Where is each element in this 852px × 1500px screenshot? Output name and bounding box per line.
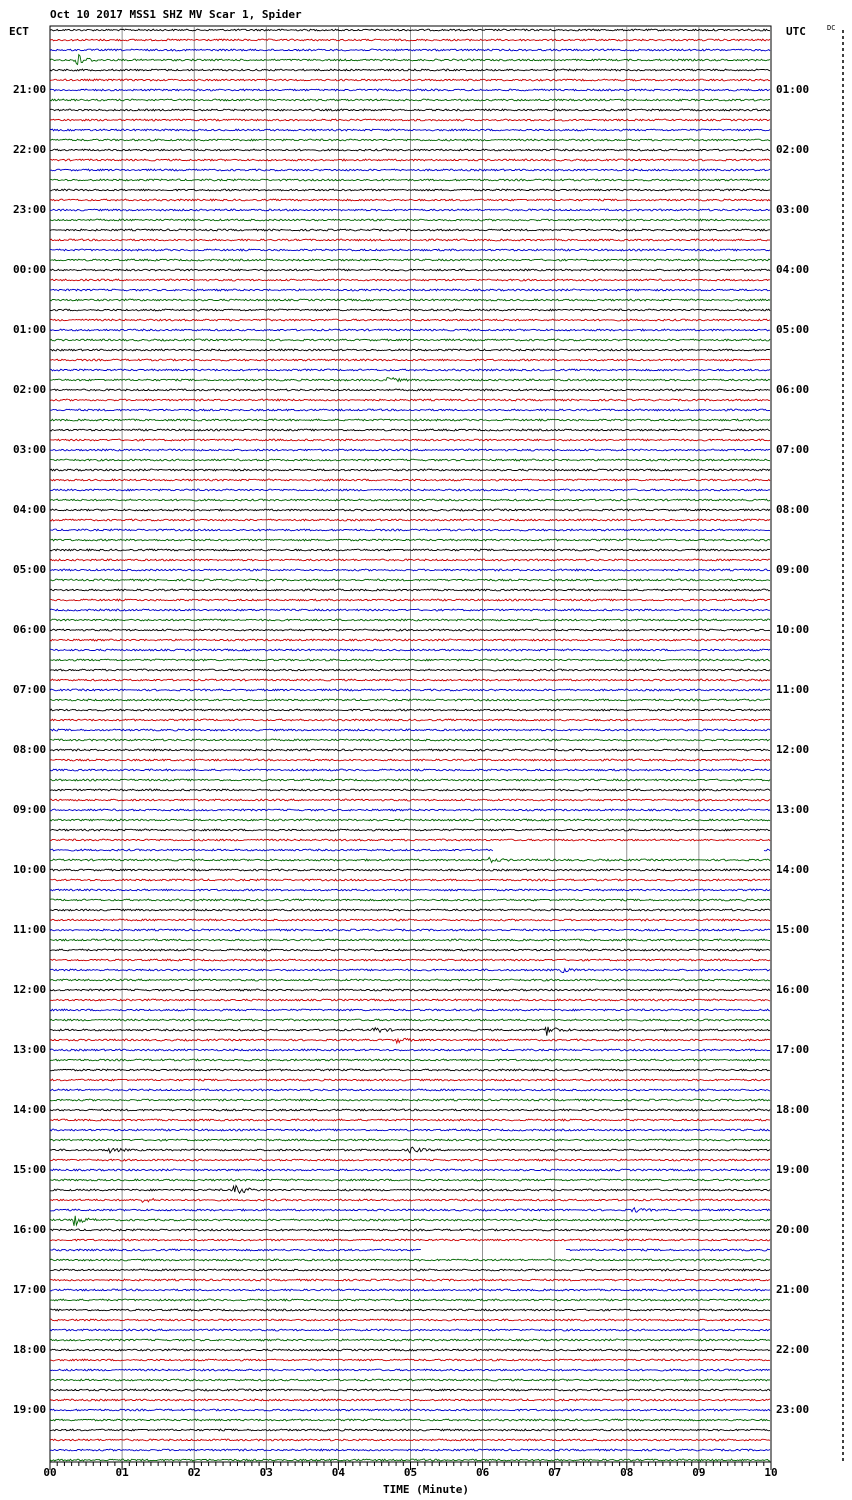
right-hour-label: 13:00 bbox=[776, 803, 810, 816]
left-hour-label: 13:00 bbox=[13, 1043, 47, 1056]
trace-5 bbox=[50, 79, 770, 81]
x-axis-label: TIME (Minute) bbox=[382, 1483, 470, 1496]
trace-42 bbox=[50, 449, 770, 451]
trace-96 bbox=[50, 989, 770, 991]
trace-98 bbox=[50, 1009, 770, 1011]
trace-35 bbox=[50, 378, 770, 382]
right-hour-label: 17:00 bbox=[776, 1043, 810, 1056]
trace-37 bbox=[50, 399, 770, 401]
dc-label: DC bbox=[827, 24, 836, 32]
trace-134 bbox=[50, 1369, 770, 1371]
trace-73 bbox=[50, 759, 770, 761]
trace-32 bbox=[50, 349, 770, 351]
right-hour-label: 03:00 bbox=[776, 203, 810, 216]
trace-122 bbox=[50, 1249, 770, 1251]
trace-13 bbox=[50, 159, 770, 161]
x-tick-label-01: 01 bbox=[115, 1466, 129, 1479]
left-timezone-label: ECT bbox=[9, 25, 29, 38]
trace-95 bbox=[50, 979, 770, 981]
trace-65 bbox=[50, 679, 770, 681]
trace-79 bbox=[50, 819, 770, 821]
trace-136 bbox=[50, 1389, 770, 1391]
right-hour-label: 18:00 bbox=[776, 1103, 810, 1116]
trace-70 bbox=[50, 729, 770, 731]
trace-67 bbox=[50, 699, 770, 701]
x-tick-label-09: 09 bbox=[692, 1466, 706, 1479]
trace-11 bbox=[50, 139, 770, 141]
trace-53 bbox=[50, 559, 770, 561]
trace-30 bbox=[50, 329, 770, 331]
trace-100 bbox=[50, 1027, 770, 1036]
left-hour-label: 23:00 bbox=[13, 203, 47, 216]
trace-112 bbox=[50, 1147, 770, 1153]
trace-131 bbox=[50, 1339, 770, 1341]
trace-24 bbox=[50, 269, 770, 271]
trace-29 bbox=[50, 319, 770, 321]
left-hour-label: 14:00 bbox=[13, 1103, 47, 1116]
trace-62 bbox=[50, 649, 770, 651]
trace-109 bbox=[50, 1119, 770, 1121]
trace-20 bbox=[50, 229, 770, 231]
trace-101 bbox=[50, 1038, 770, 1043]
trace-117 bbox=[50, 1199, 770, 1203]
trace-57 bbox=[50, 599, 770, 601]
left-hour-label: 15:00 bbox=[13, 1163, 47, 1176]
trace-34 bbox=[50, 369, 770, 371]
trace-21 bbox=[50, 239, 770, 241]
trace-6 bbox=[50, 89, 770, 91]
trace-142 bbox=[50, 1449, 770, 1451]
trace-3 bbox=[50, 55, 770, 65]
trace-80 bbox=[50, 829, 770, 831]
trace-85 bbox=[50, 879, 770, 881]
right-hour-label: 22:00 bbox=[776, 1343, 810, 1356]
trace-140 bbox=[50, 1429, 770, 1431]
trace-52 bbox=[50, 549, 770, 551]
right-hour-label: 01:00 bbox=[776, 83, 810, 96]
trace-119 bbox=[50, 1216, 770, 1226]
trace-130 bbox=[50, 1329, 770, 1331]
trace-18 bbox=[50, 209, 770, 211]
trace-128 bbox=[50, 1309, 770, 1311]
trace-97 bbox=[50, 999, 770, 1001]
trace-139 bbox=[50, 1419, 770, 1421]
left-hour-label: 10:00 bbox=[13, 863, 47, 876]
trace-0 bbox=[50, 29, 770, 31]
trace-104 bbox=[50, 1069, 770, 1071]
x-tick-label-07: 07 bbox=[548, 1466, 562, 1479]
left-hour-label: 05:00 bbox=[13, 563, 47, 576]
trace-93 bbox=[50, 959, 770, 961]
trace-114 bbox=[50, 1169, 770, 1171]
trace-133 bbox=[50, 1359, 770, 1361]
left-hour-label: 11:00 bbox=[13, 923, 47, 936]
trace-137 bbox=[50, 1399, 770, 1401]
trace-9 bbox=[50, 119, 770, 121]
left-hour-label: 04:00 bbox=[13, 503, 47, 516]
trace-143 bbox=[50, 1459, 770, 1461]
trace-94 bbox=[50, 969, 770, 973]
right-hour-label: 16:00 bbox=[776, 983, 810, 996]
trace-69 bbox=[50, 719, 770, 721]
trace-51 bbox=[50, 539, 770, 541]
trace-17 bbox=[50, 199, 770, 201]
right-hour-label: 12:00 bbox=[776, 743, 810, 756]
right-hour-label: 02:00 bbox=[776, 143, 810, 156]
trace-41 bbox=[50, 439, 770, 441]
x-tick-label-08: 08 bbox=[620, 1466, 634, 1479]
trace-115 bbox=[50, 1179, 770, 1181]
trace-77 bbox=[50, 799, 770, 801]
trace-64 bbox=[50, 669, 770, 671]
trace-78 bbox=[50, 809, 770, 811]
trace-10 bbox=[50, 129, 770, 131]
chart-title: Oct 10 2017 MSS1 SHZ MV Scar 1, Spider bbox=[50, 8, 302, 21]
x-tick-label-04: 04 bbox=[331, 1466, 346, 1479]
trace-60 bbox=[50, 629, 770, 631]
left-hour-label: 02:00 bbox=[13, 383, 47, 396]
left-hour-label: 18:00 bbox=[13, 1343, 47, 1356]
trace-45 bbox=[50, 479, 770, 481]
trace-116 bbox=[50, 1186, 770, 1194]
right-hour-label: 19:00 bbox=[776, 1163, 810, 1176]
trace-16 bbox=[50, 189, 770, 191]
x-tick-label-05: 05 bbox=[403, 1466, 418, 1479]
trace-91 bbox=[50, 939, 770, 941]
trace-113 bbox=[50, 1159, 770, 1161]
trace-49 bbox=[50, 519, 770, 521]
trace-89 bbox=[50, 919, 770, 921]
trace-4 bbox=[50, 69, 770, 71]
x-tick-label-10: 10 bbox=[764, 1466, 778, 1479]
trace-14 bbox=[50, 169, 770, 171]
trace-84 bbox=[50, 869, 770, 871]
trace-99 bbox=[50, 1019, 770, 1021]
right-hour-label: 06:00 bbox=[776, 383, 810, 396]
trace-48 bbox=[50, 509, 770, 511]
trace-111 bbox=[50, 1139, 770, 1141]
trace-135 bbox=[50, 1379, 770, 1381]
right-hour-label: 14:00 bbox=[776, 863, 810, 876]
trace-86 bbox=[50, 889, 770, 891]
trace-56 bbox=[50, 589, 770, 591]
trace-76 bbox=[50, 789, 770, 791]
right-hour-label: 05:00 bbox=[776, 323, 810, 336]
trace-43 bbox=[50, 459, 770, 461]
seismic-traces bbox=[50, 29, 770, 1461]
trace-75 bbox=[50, 779, 770, 781]
left-hour-label: 21:00 bbox=[13, 83, 47, 96]
trace-132 bbox=[50, 1349, 770, 1351]
x-tick-label-00: 00 bbox=[43, 1466, 57, 1479]
trace-81 bbox=[50, 839, 770, 841]
left-hour-label: 09:00 bbox=[13, 803, 47, 816]
trace-26 bbox=[50, 289, 770, 291]
trace-40 bbox=[50, 429, 770, 431]
right-hour-label: 23:00 bbox=[776, 1403, 810, 1416]
trace-121 bbox=[50, 1239, 770, 1241]
trace-123 bbox=[50, 1259, 770, 1261]
trace-105 bbox=[50, 1079, 770, 1081]
trace-46 bbox=[50, 489, 770, 491]
trace-106 bbox=[50, 1089, 770, 1091]
trace-124 bbox=[50, 1269, 770, 1271]
left-hour-label: 17:00 bbox=[13, 1283, 47, 1296]
left-hour-label: 12:00 bbox=[13, 983, 47, 996]
trace-58 bbox=[50, 609, 770, 611]
trace-102 bbox=[50, 1049, 770, 1051]
trace-47 bbox=[50, 499, 770, 501]
trace-66 bbox=[50, 689, 770, 691]
right-hour-label: 21:00 bbox=[776, 1283, 810, 1296]
trace-1 bbox=[50, 39, 770, 41]
trace-72 bbox=[50, 749, 770, 751]
left-hour-label: 16:00 bbox=[13, 1223, 47, 1236]
trace-74 bbox=[50, 769, 770, 771]
x-tick-label-02: 02 bbox=[187, 1466, 201, 1479]
left-hour-label: 22:00 bbox=[13, 143, 47, 156]
trace-19 bbox=[50, 219, 770, 221]
trace-83 bbox=[50, 857, 770, 862]
trace-31 bbox=[50, 339, 770, 341]
trace-33 bbox=[50, 359, 770, 361]
trace-59 bbox=[50, 619, 770, 621]
right-hour-label: 08:00 bbox=[776, 503, 810, 516]
trace-103 bbox=[50, 1059, 770, 1061]
trace-138 bbox=[50, 1409, 770, 1411]
trace-28 bbox=[50, 309, 770, 311]
left-hour-label: 08:00 bbox=[13, 743, 47, 756]
trace-88 bbox=[50, 909, 770, 911]
trace-38 bbox=[50, 409, 770, 411]
trace-2 bbox=[50, 49, 770, 51]
left-hour-label: 00:00 bbox=[13, 263, 47, 276]
trace-141 bbox=[50, 1439, 770, 1441]
left-hour-label: 01:00 bbox=[13, 323, 47, 336]
minute-gridlines bbox=[50, 26, 771, 1462]
right-hour-label: 09:00 bbox=[776, 563, 810, 576]
x-tick-label-03: 03 bbox=[259, 1466, 273, 1479]
trace-63 bbox=[50, 659, 770, 661]
trace-126 bbox=[50, 1289, 770, 1291]
trace-44 bbox=[50, 469, 770, 471]
right-hour-label: 07:00 bbox=[776, 443, 810, 456]
trace-82 bbox=[50, 849, 770, 851]
right-hour-label: 10:00 bbox=[776, 623, 810, 636]
trace-90 bbox=[50, 929, 770, 931]
trace-23 bbox=[50, 259, 770, 261]
trace-110 bbox=[50, 1129, 770, 1131]
trace-120 bbox=[50, 1229, 770, 1231]
trace-27 bbox=[50, 299, 770, 301]
trace-8 bbox=[50, 109, 770, 111]
left-hour-label: 07:00 bbox=[13, 683, 47, 696]
right-hour-label: 20:00 bbox=[776, 1223, 810, 1236]
trace-125 bbox=[50, 1279, 770, 1281]
left-hour-label: 06:00 bbox=[13, 623, 47, 636]
trace-7 bbox=[50, 99, 770, 101]
x-tick-label-06: 06 bbox=[475, 1466, 490, 1479]
left-hour-label: 03:00 bbox=[13, 443, 47, 456]
trace-54 bbox=[50, 569, 770, 571]
trace-55 bbox=[50, 579, 770, 581]
trace-25 bbox=[50, 279, 770, 281]
left-hour-label: 19:00 bbox=[13, 1403, 47, 1416]
trace-87 bbox=[50, 899, 770, 901]
trace-61 bbox=[50, 639, 770, 641]
right-hour-label: 11:00 bbox=[776, 683, 810, 696]
trace-92 bbox=[50, 949, 770, 951]
trace-107 bbox=[50, 1099, 770, 1101]
trace-68 bbox=[50, 709, 770, 711]
trace-12 bbox=[50, 149, 770, 151]
right-timezone-label: UTC bbox=[786, 25, 806, 38]
trace-118 bbox=[50, 1208, 770, 1212]
trace-22 bbox=[50, 249, 770, 251]
trace-127 bbox=[50, 1299, 770, 1301]
trace-36 bbox=[50, 389, 770, 391]
right-hour-label: 15:00 bbox=[776, 923, 810, 936]
trace-129 bbox=[50, 1319, 770, 1321]
trace-71 bbox=[50, 739, 770, 741]
right-hour-label: 04:00 bbox=[776, 263, 810, 276]
trace-50 bbox=[50, 529, 770, 531]
trace-108 bbox=[50, 1109, 770, 1111]
trace-15 bbox=[50, 179, 770, 181]
trace-39 bbox=[50, 419, 770, 421]
